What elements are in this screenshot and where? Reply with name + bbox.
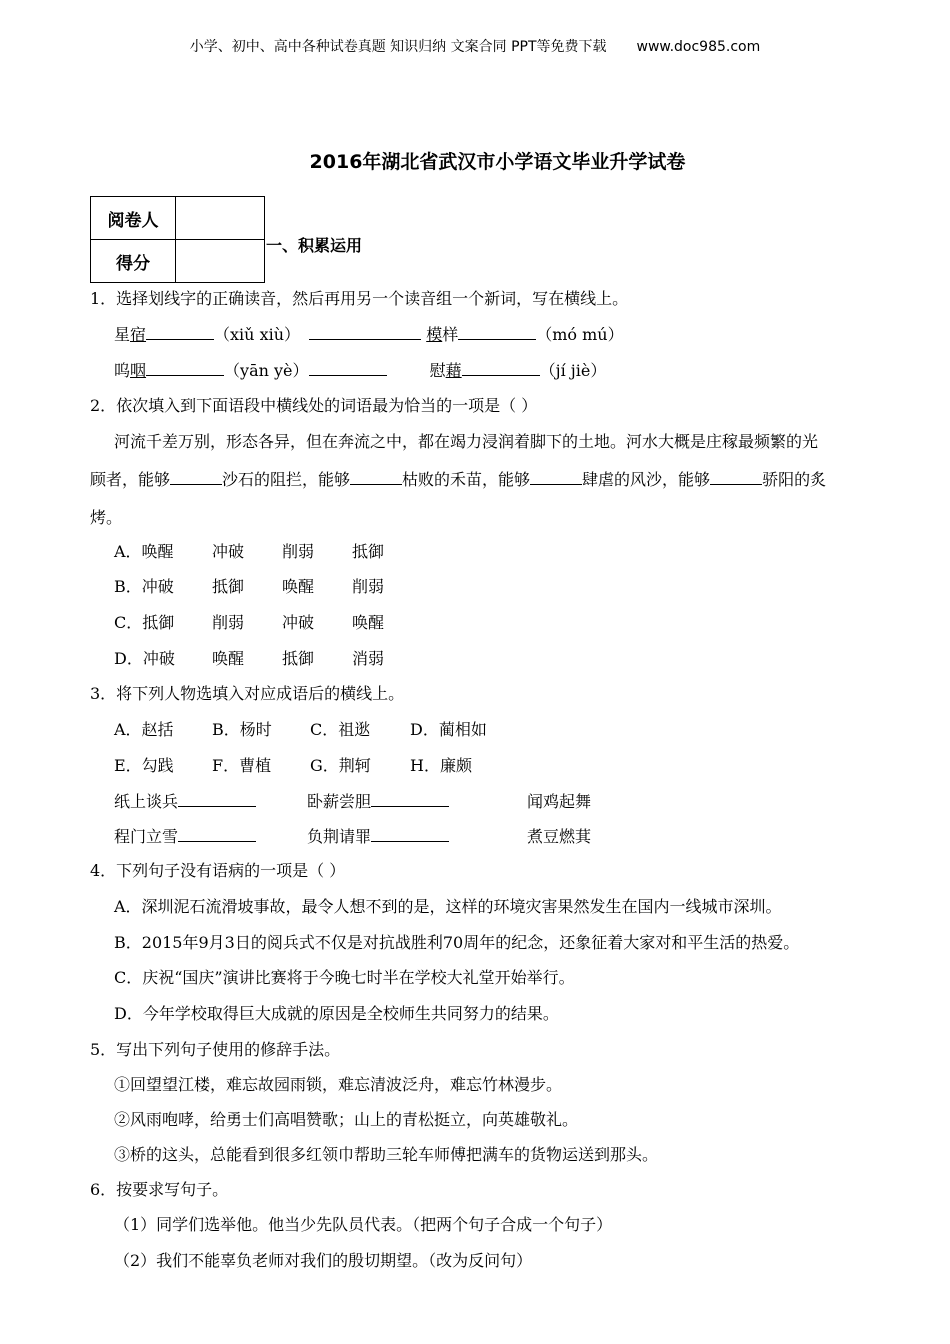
answer-blank[interactable] xyxy=(146,325,214,340)
option-word: B．冲破 xyxy=(114,577,174,596)
q2-text: 枯败的禾苗，能够 xyxy=(402,470,531,489)
answer-blank[interactable] xyxy=(309,361,387,376)
q1-w3-underlined: 咽 xyxy=(130,361,147,380)
option-word: 唤醒 xyxy=(282,577,315,596)
q1-w3-char: 呜 xyxy=(114,361,131,380)
answer-blank[interactable] xyxy=(371,827,449,842)
q4-option-b[interactable]: B．2015年9月3日的阅兵式不仅是对抗战胜利70周年的纪念，还象征着大家对和平生活的热爱。 xyxy=(114,933,800,952)
person-option: B．杨时 xyxy=(212,720,272,739)
q1-line2 xyxy=(114,358,606,381)
option-word: 冲破 xyxy=(282,613,315,632)
option-word: 冲破 xyxy=(212,542,245,561)
q3-idiom-row1c: 闻鸡起舞 xyxy=(527,792,592,811)
option-word: 抵御 xyxy=(352,542,385,561)
person-option: D．蔺相如 xyxy=(410,720,487,739)
q1-stem: 1．选择划线字的正确读音，然后再用另一个读音组一个新词，写在横线上。 xyxy=(90,289,629,308)
person-option: A．赵括 xyxy=(114,720,174,739)
answer-blank[interactable] xyxy=(458,325,536,340)
q2-para-line3: 烤。 xyxy=(90,508,123,527)
person-option: E．勾践 xyxy=(114,756,174,775)
idiom: 卧薪尝胆 xyxy=(307,792,372,811)
option-word: 唤醒 xyxy=(212,649,245,668)
option-word: 削弱 xyxy=(352,577,385,596)
q1-line1 xyxy=(114,322,624,345)
answer-blank[interactable] xyxy=(309,325,421,340)
q1-w1-underlined: 宿 xyxy=(130,325,147,344)
q1-w1-char: 星 xyxy=(114,325,131,344)
score-table xyxy=(90,196,265,283)
q2-text: 顾者，能够 xyxy=(90,470,171,489)
header-site: www.doc985.com xyxy=(636,39,761,55)
idiom: 负荆请罪 xyxy=(307,827,372,846)
q3-idiom-row1 xyxy=(114,789,256,812)
answer-blank[interactable] xyxy=(146,361,224,376)
option-word: 唤醒 xyxy=(352,613,385,632)
q2-stem: 2．依次填入到下面语段中横线处的词语最为恰当的一项是（ ） xyxy=(90,396,538,415)
q5-sentence-2: ②风雨咆哮，给勇士们高唱赞歌；山上的青松挺立，向英雄敬礼。 xyxy=(114,1110,579,1129)
answer-blank[interactable] xyxy=(710,470,762,485)
page-title: 2016年湖北省武汉市小学语文毕业升学试卷 xyxy=(309,151,686,173)
option-word: A．唤醒 xyxy=(114,542,174,561)
section-heading: 一、积累运用 xyxy=(266,236,363,255)
person-option: C．祖逖 xyxy=(310,720,371,739)
q5-sentence-3: ③桥的这头，总能看到很多红领巾帮助三轮车师傅把满车的货物运送到那头。 xyxy=(114,1145,659,1164)
q1-w2-underlined: 模 xyxy=(426,325,443,344)
person-option: F．曹植 xyxy=(212,756,272,775)
q1-w1-pinyin: （xiǔ xiù） xyxy=(214,325,301,344)
q1-w2-char: 样 xyxy=(442,325,459,344)
q5-stem: 5．写出下列句子使用的修辞手法。 xyxy=(90,1040,341,1059)
page-header xyxy=(0,36,950,56)
answer-blank[interactable] xyxy=(178,827,256,842)
q3-stem: 3．将下列人物选填入对应成语后的横线上。 xyxy=(90,684,405,703)
option-word: 抵御 xyxy=(282,649,315,668)
header-text: 小学、初中、高中各种试卷真题 知识归纳 文案合同 PPT等免费下载 xyxy=(189,39,607,55)
idiom: 纸上谈兵 xyxy=(114,792,179,811)
score-cell[interactable] xyxy=(176,240,265,283)
person-option: H．廉颇 xyxy=(410,756,472,775)
option-word: 抵御 xyxy=(212,577,245,596)
q2-option-b[interactable] xyxy=(114,574,422,597)
q2-text: 沙石的阻拦，能够 xyxy=(222,470,351,489)
q6-task-2: （2）我们不能辜负老师对我们的殷切期望。（改为反问句） xyxy=(114,1251,533,1270)
option-word: 削弱 xyxy=(282,542,315,561)
q1-w3-pinyin: （yān yè） xyxy=(224,361,309,380)
q2-option-d[interactable] xyxy=(114,646,422,669)
q4-stem: 4．下列句子没有语病的一项是（ ） xyxy=(90,861,346,880)
q4-option-d[interactable]: D．今年学校取得巨大成就的原因是全校师生共同努力的结果。 xyxy=(114,1004,559,1023)
q4-option-c[interactable]: C．庆祝“国庆”演讲比赛将于今晚七时半在学校大礼堂开始举行。 xyxy=(114,968,575,987)
q1-w4-underlined: 藉 xyxy=(445,361,462,380)
q2-option-c[interactable] xyxy=(114,610,422,633)
q2-para-line2 xyxy=(90,467,826,490)
reviewer-cell[interactable] xyxy=(176,197,265,240)
option-word: 削弱 xyxy=(212,613,245,632)
q5-sentence-1: ①回望望江楼，难忘故园雨锁，难忘清波泛舟，难忘竹林漫步。 xyxy=(114,1075,563,1094)
option-word: C．抵御 xyxy=(114,613,175,632)
q3-idiom-row2 xyxy=(114,824,256,847)
q3-people-row1 xyxy=(114,717,487,740)
q2-text: 肆虐的风沙，能够 xyxy=(582,470,711,489)
q2-text: 骄阳的炙 xyxy=(762,470,827,489)
answer-blank[interactable] xyxy=(371,792,449,807)
q6-stem: 6．按要求写句子。 xyxy=(90,1180,229,1199)
idiom: 程门立雪 xyxy=(114,827,179,846)
q3-idiom-row1b xyxy=(307,789,449,812)
q3-idiom-row2c: 煮豆燃萁 xyxy=(527,827,592,846)
q2-option-a[interactable] xyxy=(114,539,422,562)
answer-blank[interactable] xyxy=(462,361,540,376)
q6-task-1: （1）同学们选举他。他当少先队员代表。（把两个句子合成一个句子） xyxy=(114,1215,613,1234)
person-option: G．荆轲 xyxy=(310,756,371,775)
q4-option-a[interactable]: A．深圳泥石流滑坡事故，最令人想不到的是，这样的环境灾害果然发生在国内一线城市深圳。 xyxy=(114,897,782,916)
answer-blank[interactable] xyxy=(350,470,402,485)
q3-people-row2 xyxy=(114,753,472,776)
answer-blank[interactable] xyxy=(530,470,582,485)
option-word: D．冲破 xyxy=(114,649,175,668)
answer-blank[interactable] xyxy=(178,792,256,807)
reviewer-label: 阅卷人 xyxy=(91,197,176,240)
q2-para-line1: 河流千差万别，形态各异，但在奔流之中，都在竭力浸润着脚下的土地。河水大概是庄稼最频繁的光 xyxy=(114,432,819,451)
q1-w2-pinyin: （mó mú） xyxy=(536,325,624,344)
q1-w4-pinyin: （jí jiè） xyxy=(539,361,607,380)
answer-blank[interactable] xyxy=(170,470,222,485)
q3-idiom-row2b xyxy=(307,824,449,847)
q1-w4-char: 慰 xyxy=(429,361,446,380)
score-label: 得分 xyxy=(91,240,176,283)
option-word: 消弱 xyxy=(352,649,385,668)
